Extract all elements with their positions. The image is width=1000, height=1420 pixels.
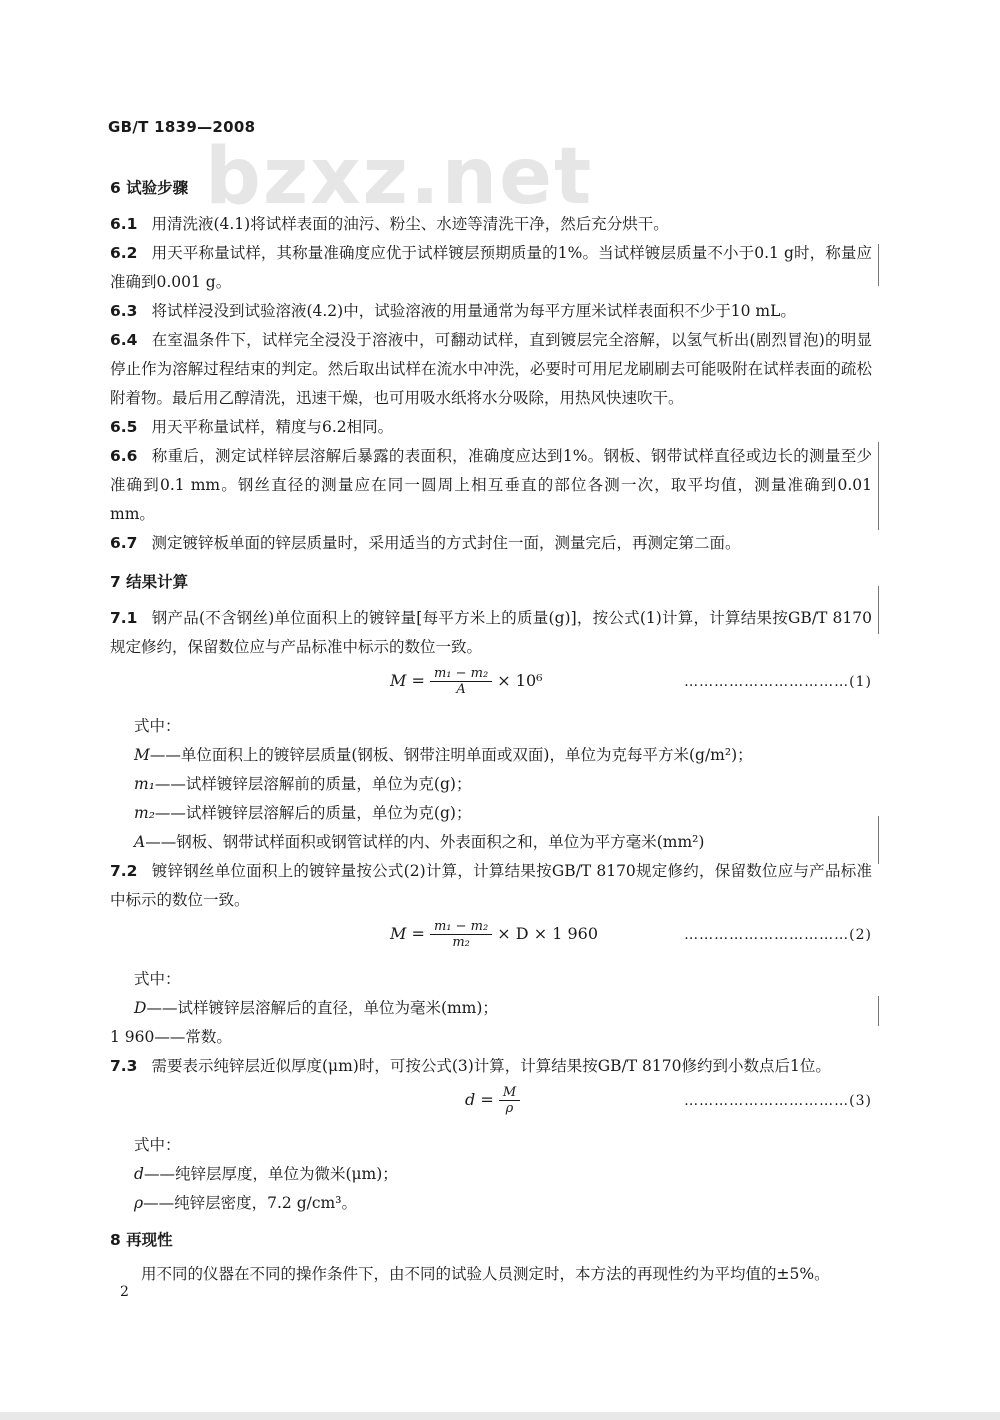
clause-6-7: 6.7 测定镀锌板单面的锌层质量时，采用适当的方式封住一面，测量完后，再测定第二面。 xyxy=(110,534,741,552)
change-bar-5 xyxy=(878,996,879,1026)
symbol-constant: 1 960——常数。 xyxy=(110,1028,232,1046)
clause-7-2: 7.2 镀锌钢丝单位面积上的镀锌量按公式(2)计算，计算结果按GB/T 8170规定修约，保留数位应与产品标准中标示的数位一致。 xyxy=(110,862,872,909)
change-bar-1 xyxy=(878,244,879,286)
clause-6-5: 6.5 用天平称量试样，精度与6.2相同。 xyxy=(110,418,394,436)
clause-7-1: 7.1 钢产品(不含钢丝)单位面积上的镀锌量[每平方米上的质量(g)]，按公式(1)计算，计算结果按GB/T 8170规定修约，保留数位应与产品标准中标示的数位一致。 xyxy=(110,609,872,656)
formula-2: M = $\frac{\text{m₁ − m₂}}{\text{m₂}}$ × D × 1 960 ……………………………(2) xyxy=(390,919,872,950)
where-label-1: 式中： xyxy=(134,717,181,735)
clause-6-3: 6.3 将试样浸没到试验溶液(4.2)中，试验溶液的用量通常为每平方厘米试样表面积不少于10 mL。 xyxy=(110,302,796,320)
clause-6-2: 6.2 用天平称量试样，其称量准确度应优于试样镀层预期质量的1%。当试样镀层质量不小于0.1 g时，称量应准确到0.001 g。 xyxy=(110,244,872,291)
symbol-d: d——纯锌层厚度，单位为微米(μm)； xyxy=(134,1165,398,1183)
formula-1-number: ……………………………(1) xyxy=(684,674,872,690)
clause-6-4: 6.4 在室温条件下，试样完全浸没于溶液中，可翻动试样，直到镀层完全溶解，以氢气析出(剧烈冒泡)的明显停止作为溶解过程结束的判定。然后取出试样在流水中冲洗，必要时可用尼龙刷刷去可能吸附在试样表面的疏松附着物。最后用乙醇清洗，迅速干燥，也可用吸水纸将水分吸除，用热风快速吹干。 xyxy=(110,331,872,407)
clause-7-3: 7.3 需要表示纯锌层近似厚度(μm)时，可按公式(3)计算，计算结果按GB/T 8170修约到小数点后1位。 xyxy=(110,1057,831,1075)
watermark: bzxz.net xyxy=(205,132,594,222)
where-label-3: 式中： xyxy=(134,1136,181,1154)
formula-1: M = $\frac{\text{m₁ − m₂}}{A}$ × 10⁶ ……………………………(1) xyxy=(390,666,872,697)
page-number: 2 xyxy=(120,1284,129,1300)
clause-8-text: 用不同的仪器在不同的操作条件下，由不同的试验人员测定时，本方法的再现性约为平均值的±5%。 xyxy=(141,1265,830,1283)
symbol-rho: ρ——纯锌层密度，7.2 g/cm³。 xyxy=(134,1194,357,1212)
where-label-2: 式中： xyxy=(134,970,181,988)
clause-6-1: 6.1 用清洗液(4.1)将试样表面的油污、粉尘、水迹等清洗干净，然后充分烘干。 xyxy=(110,215,669,233)
formula-3-number: ……………………………(3) xyxy=(684,1093,872,1109)
change-bar-2 xyxy=(878,442,879,530)
change-bar-3 xyxy=(878,586,879,634)
page-content xyxy=(110,170,872,1289)
symbol-A: A——钢板、钢带试样面积或钢管试样的内、外表面积之和，单位为平方毫米(mm²) xyxy=(134,833,705,851)
clause-6-6: 6.6 称重后，测定试样锌层溶解后暴露的表面积，准确度应达到1%。钢板、钢带试样直径或边长的测量至少准确到0.1 mm。钢丝直径的测量应在同一圆周上相互垂直的部位各测一次，取平均值，测量准确到0.01 mm。 xyxy=(110,447,872,523)
change-bar-4 xyxy=(878,816,879,864)
formula-3: d = $\frac{M}{\rho}$ ……………………………(3) xyxy=(465,1085,872,1116)
symbol-m1: m₁——试样镀锌层溶解前的质量，单位为克(g)； xyxy=(134,775,472,793)
section-6-title: 6 试验步骤 xyxy=(110,179,189,197)
symbol-D: D——试样镀锌层溶解后的直径，单位为毫米(mm)； xyxy=(134,999,498,1017)
section-8-title: 8 再现性 xyxy=(110,1231,173,1249)
symbol-m2: m₂——试样镀锌层溶解后的质量，单位为克(g)； xyxy=(134,804,472,822)
section-7-title: 7 结果计算 xyxy=(110,573,189,591)
page-bottom-edge xyxy=(0,1412,1000,1420)
symbol-M: M——单位面积上的镀锌层质量(钢板、钢带注明单面或双面)，单位为克每平方米(g/m²)； xyxy=(134,746,753,764)
formula-2-number: ……………………………(2) xyxy=(684,927,872,943)
standard-number-header: GB/T 1839—2008 xyxy=(108,118,256,136)
